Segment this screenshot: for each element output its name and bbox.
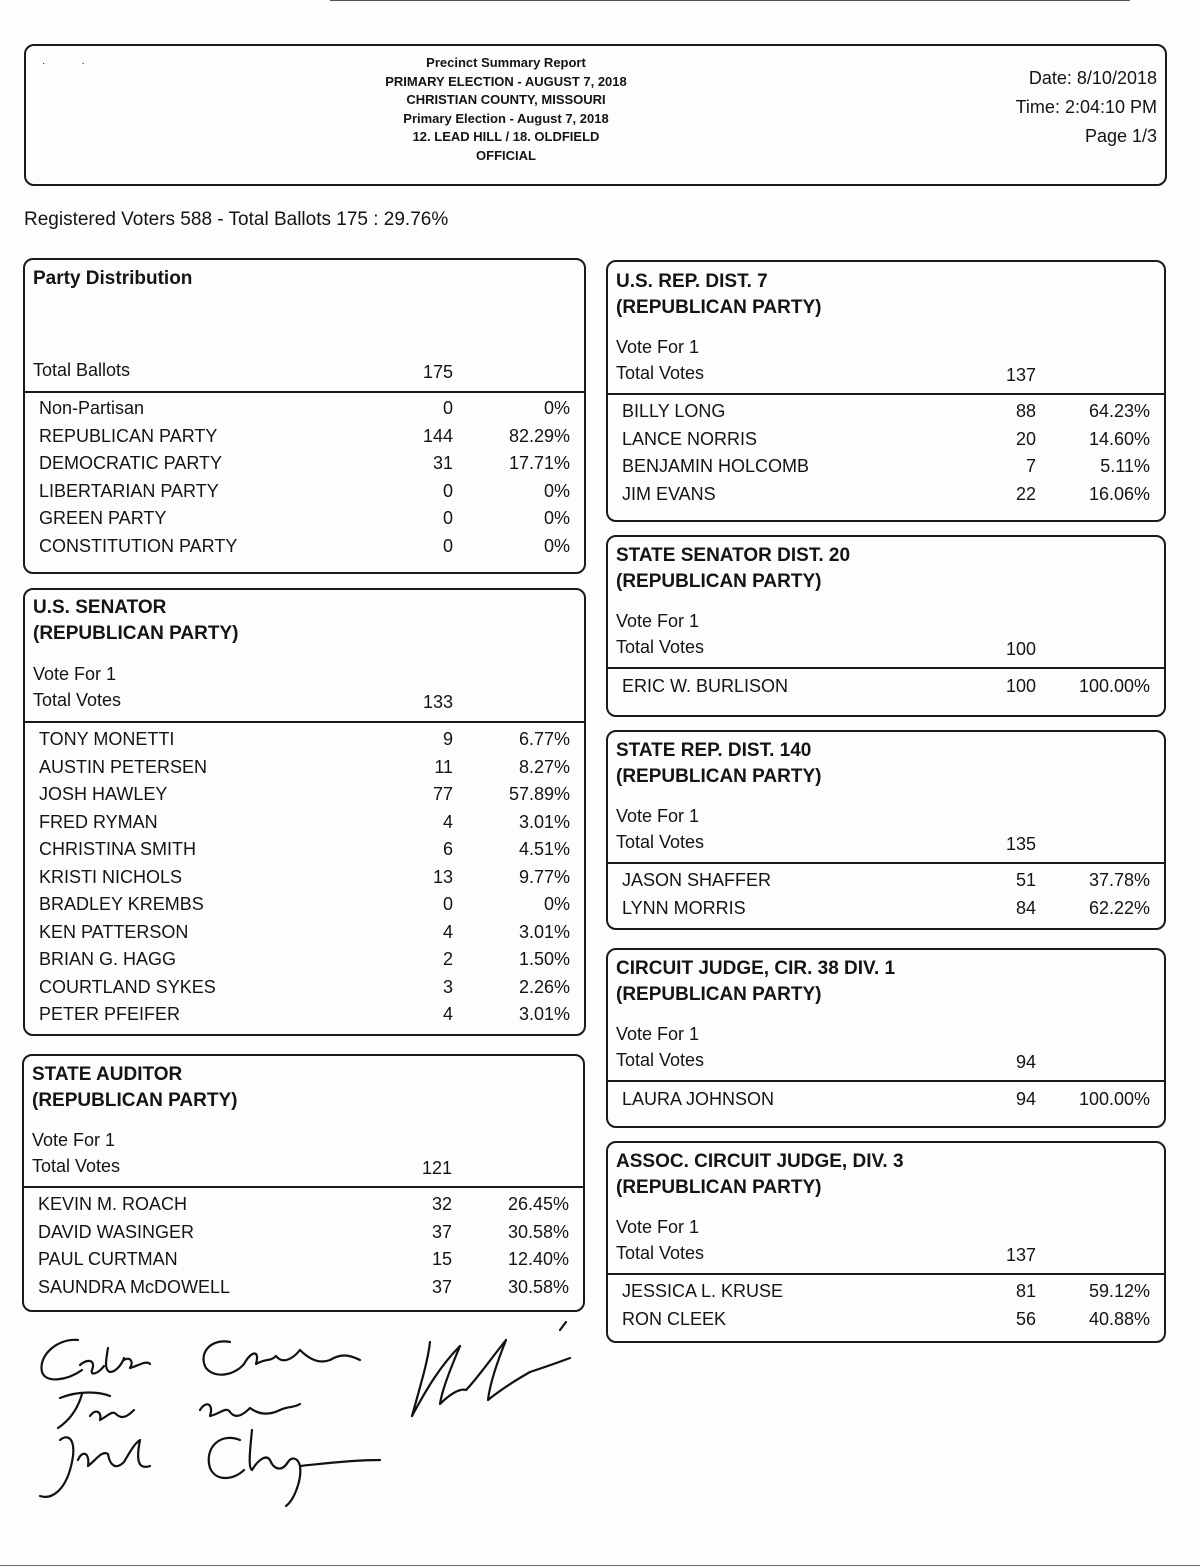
election-title: PRIMARY ELECTION - AUGUST 7, 2018 xyxy=(385,73,627,89)
candidate-votes: 32 xyxy=(431,1194,452,1214)
candidate-votes: 100 xyxy=(1005,676,1036,696)
race-title: STATE AUDITOR (REPUBLICAN PARTY) xyxy=(32,1064,238,1111)
party-row xyxy=(25,426,584,454)
party-ballots: 0 xyxy=(442,508,453,528)
party-name: DEMOCRATIC PARTY xyxy=(39,453,223,473)
candidate-votes: 11 xyxy=(434,756,453,777)
candidate-votes: 94 xyxy=(1015,1089,1036,1109)
party-percent: 82.29% xyxy=(508,425,570,446)
candidate-name: BILLY LONG xyxy=(622,401,726,421)
state-senator-dist20-box xyxy=(606,535,1166,717)
candidate-votes: 77 xyxy=(432,784,453,804)
total-votes-label: Total Votes xyxy=(616,363,705,383)
signature-3 xyxy=(40,1430,380,1506)
candidate-percent: 100.00% xyxy=(1078,1089,1150,1109)
state-auditor-box xyxy=(22,1054,585,1312)
party-ballots: 0 xyxy=(442,535,453,556)
candidate-name: BRIAN G. HAGG xyxy=(39,949,177,969)
candidate-row xyxy=(25,1004,584,1032)
candidate-percent: 3.01% xyxy=(518,1004,570,1024)
party-row xyxy=(25,481,584,509)
candidate-row xyxy=(25,867,584,895)
candidate-rows xyxy=(24,1194,583,1304)
candidate-percent: 8.27% xyxy=(518,756,570,777)
us-rep-dist7-box xyxy=(606,260,1166,522)
candidate-row xyxy=(25,757,584,785)
candidate-votes: 20 xyxy=(1015,428,1036,449)
candidate-percent: 30.58% xyxy=(507,1276,569,1297)
total-votes-value: 137 xyxy=(1005,365,1036,385)
candidate-name: PAUL CURTMAN xyxy=(38,1249,178,1269)
candidate-row xyxy=(608,1281,1164,1309)
vote-for-label: Vote For 1 xyxy=(32,1130,116,1150)
party-name: GREEN PARTY xyxy=(39,508,167,528)
page-number: Page 1/3 xyxy=(1084,126,1157,146)
state-rep-dist140-box xyxy=(606,730,1166,930)
jurisdiction: CHRISTIAN COUNTY, MISSOURI xyxy=(406,92,606,107)
us-senator-box xyxy=(23,588,586,1036)
report-time: Time: 2:04:10 PM xyxy=(1015,97,1157,117)
candidate-row xyxy=(608,898,1164,926)
divider xyxy=(608,667,1164,669)
divider xyxy=(25,391,584,393)
candidate-name: BRADLEY KREMBS xyxy=(39,894,204,914)
total-votes-label: Total Votes xyxy=(33,690,122,710)
party-row xyxy=(25,536,584,564)
candidate-rows xyxy=(608,676,1164,704)
candidate-percent: 100.00% xyxy=(1078,676,1150,696)
candidate-row xyxy=(24,1277,583,1305)
vote-for-label: Vote For 1 xyxy=(616,337,700,357)
candidate-rows xyxy=(25,729,584,1032)
header-meta xyxy=(1016,64,1157,151)
candidate-votes: 22 xyxy=(1015,483,1036,504)
candidate-votes: 56 xyxy=(1015,1308,1036,1329)
candidate-percent: 3.01% xyxy=(518,811,570,832)
precinct-name: 12. LEAD HILL / 18. OLDFIELD xyxy=(412,129,600,144)
candidate-row xyxy=(608,1089,1164,1117)
election-name: Primary Election - August 7, 2018 xyxy=(403,110,609,126)
candidate-percent: 40.88% xyxy=(1088,1308,1150,1329)
race-title: STATE REP. DIST. 140 (REPUBLICAN PARTY) xyxy=(616,740,822,787)
party-name: CONSTITUTION PARTY xyxy=(39,535,238,556)
candidate-row xyxy=(608,870,1164,898)
candidate-row xyxy=(25,922,584,950)
candidate-percent: 9.77% xyxy=(518,866,570,887)
signature-1 xyxy=(41,1340,360,1380)
total-votes-value: 94 xyxy=(1015,1052,1036,1072)
total-votes-label: Total Votes xyxy=(616,1050,705,1070)
candidate-name: FRED RYMAN xyxy=(39,811,158,832)
divider xyxy=(608,1080,1164,1082)
scan-bottom-edge xyxy=(0,1565,1200,1566)
candidate-row xyxy=(608,456,1164,484)
party-ballots: 144 xyxy=(422,425,453,446)
turnout-summary: Registered Voters 588 - Total Ballots 175 : 29.76% xyxy=(24,209,449,230)
party-row xyxy=(25,453,584,481)
vote-for-label: Vote For 1 xyxy=(616,1217,700,1237)
candidate-percent: 1.50% xyxy=(518,949,570,969)
candidate-votes: 7 xyxy=(1025,456,1036,476)
candidate-percent: 14.60% xyxy=(1088,428,1150,449)
candidate-votes: 15 xyxy=(431,1249,452,1269)
party-rows xyxy=(25,398,584,563)
party-row xyxy=(25,508,584,536)
party-name: REPUBLICAN PARTY xyxy=(39,425,218,446)
candidate-name: SAUNDRA McDOWELL xyxy=(38,1276,231,1297)
candidate-percent: 3.01% xyxy=(518,921,570,942)
vote-for-label: Vote For 1 xyxy=(33,664,117,684)
candidate-votes: 4 xyxy=(442,921,453,942)
candidate-percent: 64.23% xyxy=(1088,401,1150,421)
candidate-percent: 12.40% xyxy=(507,1249,569,1269)
party-percent: 0% xyxy=(543,480,570,501)
candidate-name: KEVIN M. ROACH xyxy=(38,1194,188,1214)
candidate-votes: 13 xyxy=(432,866,453,887)
candidate-percent: 16.06% xyxy=(1088,483,1150,504)
candidate-row xyxy=(25,894,584,922)
candidate-name: LAURA JOHNSON xyxy=(622,1089,775,1109)
candidate-rows xyxy=(608,401,1164,511)
candidate-votes: 4 xyxy=(442,811,453,832)
vote-for-label: Vote For 1 xyxy=(616,806,700,826)
candidate-rows xyxy=(608,1281,1164,1336)
party-ballots: 31 xyxy=(432,453,453,473)
candidate-name: KEN PATTERSON xyxy=(39,921,189,942)
candidate-row xyxy=(25,949,584,977)
candidate-row xyxy=(24,1222,583,1250)
candidate-percent: 5.11% xyxy=(1100,456,1150,476)
candidate-votes: 4 xyxy=(442,1004,453,1024)
candidate-rows xyxy=(608,1089,1164,1117)
total-votes-label: Total Votes xyxy=(32,1156,121,1176)
total-votes-label: Total Votes xyxy=(616,637,705,657)
vote-for-label: Vote For 1 xyxy=(616,611,700,631)
candidate-percent: 37.78% xyxy=(1088,870,1150,890)
report-date: Date: 8/10/2018 xyxy=(1028,68,1157,88)
candidate-percent: 30.58% xyxy=(507,1221,569,1242)
total-votes-value: 133 xyxy=(422,692,453,712)
report-status: OFFICIAL xyxy=(476,147,536,163)
total-votes-label: Total Votes xyxy=(616,1243,705,1263)
assoc-circuit-judge-div3-box xyxy=(606,1141,1166,1343)
candidate-votes: 51 xyxy=(1015,870,1036,890)
party-ballots: 0 xyxy=(442,398,453,418)
party-row xyxy=(25,398,584,426)
candidate-votes: 3 xyxy=(442,976,453,997)
candidate-name: ERIC W. BURLISON xyxy=(622,676,789,696)
candidate-name: JESSICA L. KRUSE xyxy=(622,1281,784,1301)
candidate-votes: 2 xyxy=(442,949,453,969)
scan-specks: · · xyxy=(42,58,85,69)
signature-4 xyxy=(412,1322,570,1416)
candidate-name: LANCE NORRIS xyxy=(622,428,758,449)
candidate-row xyxy=(608,676,1164,704)
vote-for-label: Vote For 1 xyxy=(616,1024,700,1044)
race-title: CIRCUIT JUDGE, CIR. 38 DIV. 1 (REPUBLICAN PARTY) xyxy=(616,958,896,1005)
candidate-name: BENJAMIN HOLCOMB xyxy=(622,456,810,476)
divider xyxy=(25,721,584,723)
race-title: U.S. SENATOR (REPUBLICAN PARTY) xyxy=(33,597,239,644)
divider xyxy=(608,1273,1164,1275)
report-header xyxy=(24,44,1167,186)
party-percent: 0% xyxy=(543,508,570,528)
total-votes-value: 135 xyxy=(1005,834,1036,854)
candidate-row xyxy=(25,812,584,840)
handwritten-signatures xyxy=(30,1320,600,1530)
party-name: LIBERTARIAN PARTY xyxy=(39,480,219,501)
candidate-row xyxy=(608,484,1164,512)
candidate-votes: 84 xyxy=(1015,897,1036,918)
divider xyxy=(608,862,1164,864)
candidate-name: AUSTIN PETERSEN xyxy=(39,756,208,777)
candidate-name: LYNN MORRIS xyxy=(622,897,746,918)
party-percent: 0% xyxy=(543,398,570,418)
candidate-row xyxy=(608,429,1164,457)
candidate-name: TONY MONETTI xyxy=(39,729,175,749)
candidate-votes: 88 xyxy=(1015,401,1036,421)
circuit-judge-cir38-box xyxy=(606,948,1166,1128)
candidate-name: COURTLAND SYKES xyxy=(39,976,216,997)
candidate-percent: 2.26% xyxy=(518,976,570,997)
candidate-row xyxy=(24,1249,583,1277)
candidate-percent: 4.51% xyxy=(518,839,570,859)
header-center xyxy=(326,54,686,165)
candidate-votes: 9 xyxy=(442,729,453,749)
candidate-votes: 37 xyxy=(431,1221,452,1242)
signature-2 xyxy=(58,1393,300,1429)
candidate-name: CHRISTINA SMITH xyxy=(39,839,197,859)
candidate-percent: 6.77% xyxy=(518,729,570,749)
candidate-name: JOSH HAWLEY xyxy=(39,784,168,804)
candidate-row xyxy=(25,729,584,757)
total-ballots-value: 175 xyxy=(422,362,453,382)
candidate-votes: 37 xyxy=(431,1276,452,1297)
total-votes-value: 137 xyxy=(1005,1245,1036,1265)
candidate-name: PETER PFEIFER xyxy=(39,1004,181,1024)
candidate-percent: 57.89% xyxy=(508,784,570,804)
race-title: STATE SENATOR DIST. 20 (REPUBLICAN PARTY) xyxy=(616,545,851,592)
race-title: ASSOC. CIRCUIT JUDGE, DIV. 3 (REPUBLICAN PARTY) xyxy=(616,1151,904,1198)
candidate-percent: 62.22% xyxy=(1088,897,1150,918)
divider xyxy=(24,1186,583,1188)
candidate-votes: 0 xyxy=(442,894,453,914)
candidate-row xyxy=(608,1309,1164,1337)
candidate-row xyxy=(608,401,1164,429)
candidate-votes: 6 xyxy=(442,839,453,859)
candidate-row xyxy=(25,977,584,1005)
candidate-row xyxy=(24,1194,583,1222)
candidate-percent: 0% xyxy=(543,894,570,914)
candidate-name: RON CLEEK xyxy=(622,1308,727,1329)
candidate-row xyxy=(25,839,584,867)
report-title: Precinct Summary Report xyxy=(426,55,586,70)
party-distribution-title: Party Distribution xyxy=(33,268,193,289)
candidate-name: JASON SHAFFER xyxy=(622,870,772,890)
party-percent: 0% xyxy=(543,535,570,556)
race-title: U.S. REP. DIST. 7 (REPUBLICAN PARTY) xyxy=(616,271,822,318)
candidate-percent: 59.12% xyxy=(1088,1281,1150,1301)
total-ballots-label: Total Ballots xyxy=(33,360,131,380)
candidate-name: KRISTI NICHOLS xyxy=(39,866,183,887)
total-votes-value: 121 xyxy=(421,1158,452,1178)
divider xyxy=(608,393,1164,395)
candidate-rows xyxy=(608,870,1164,925)
candidate-row xyxy=(25,784,584,812)
party-name: Non-Partisan xyxy=(39,398,145,418)
candidate-votes: 81 xyxy=(1015,1281,1036,1301)
party-ballots: 0 xyxy=(442,480,453,501)
party-distribution-box xyxy=(23,258,586,574)
candidate-percent: 26.45% xyxy=(507,1194,569,1214)
candidate-name: DAVID WASINGER xyxy=(38,1221,195,1242)
candidate-name: JIM EVANS xyxy=(622,483,716,504)
party-percent: 17.71% xyxy=(508,453,570,473)
scan-top-edge xyxy=(330,0,1130,1)
total-votes-label: Total Votes xyxy=(616,832,705,852)
total-votes-value: 100 xyxy=(1005,639,1036,659)
